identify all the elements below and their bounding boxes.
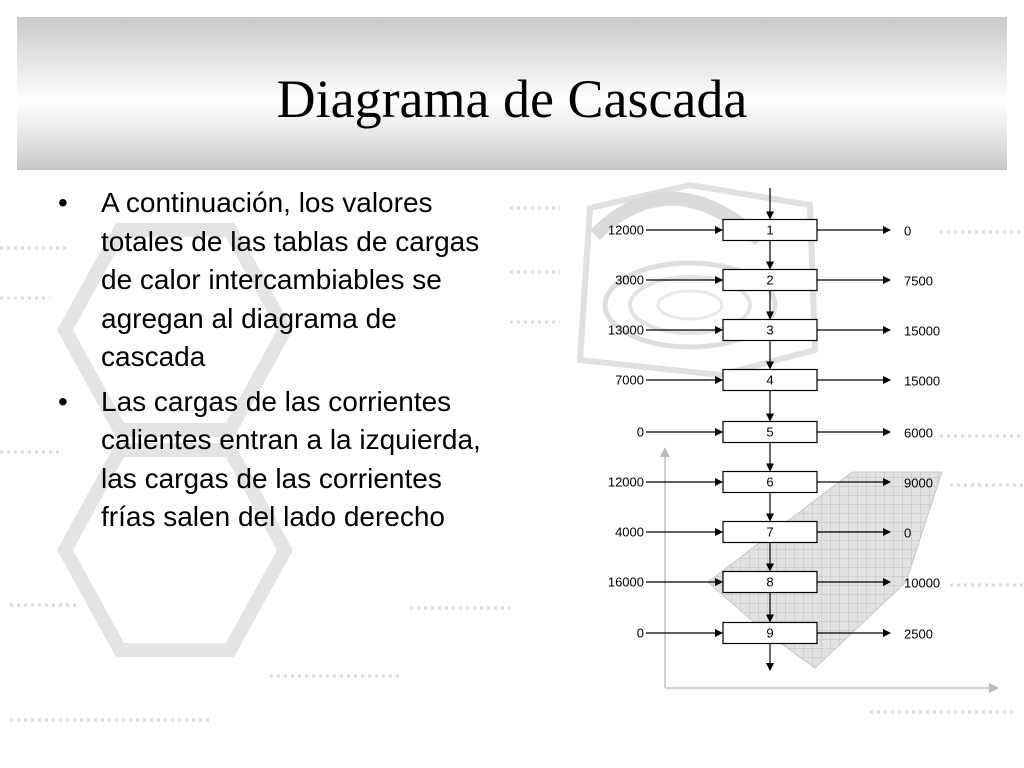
cold-load-value: 2500 (904, 626, 933, 642)
bullet-icon: • (58, 385, 68, 417)
hot-load-value: 0 (636, 625, 644, 641)
hot-load-value: 7000 (615, 372, 644, 388)
hot-load-value: 0 (636, 424, 644, 440)
interval-label: 3 (766, 322, 774, 338)
bullet-icon: • (58, 187, 68, 218)
hot-load-value: 12000 (607, 474, 644, 490)
interval-label: 4 (766, 372, 774, 388)
interval-label: 8 (766, 574, 774, 590)
cold-load-value: 6000 (904, 425, 933, 441)
hot-load-value: 3000 (615, 272, 644, 288)
cold-load-value: 9000 (904, 475, 933, 491)
bullet-item (56, 383, 496, 537)
hot-load-value: 4000 (615, 524, 644, 540)
cold-load-value: 0 (904, 525, 912, 541)
title-band (17, 17, 1007, 170)
bullet-list (56, 184, 496, 543)
interval-label: 5 (766, 424, 774, 440)
bullet-text: Las cargas de las corrientes calientes entran a la izquierda, las cargas de las corrientes frías salen del lado derecho (101, 385, 481, 532)
interval-label: 1 (766, 222, 774, 238)
interval-label: 6 (766, 474, 774, 490)
cascade-diagram (560, 180, 1024, 710)
cold-load-value: 15000 (904, 373, 941, 389)
bullet-text: A continuación, los valores totales de las tablas de cargas de calor intercambiables se agregan al diagrama de cascada (101, 187, 480, 372)
slide-title: Diagrama de Cascada (276, 69, 748, 129)
cold-load-value: 15000 (904, 323, 941, 339)
interval-label: 7 (766, 524, 774, 540)
cold-load-value: 7500 (904, 273, 933, 289)
cold-load-value: 0 (904, 223, 912, 239)
hot-load-value: 13000 (607, 322, 644, 338)
hot-load-value: 12000 (607, 222, 644, 238)
bullet-item (56, 184, 496, 377)
interval-label: 2 (766, 272, 774, 288)
interval-label: 9 (766, 625, 774, 641)
cold-load-value: 10000 (904, 575, 941, 591)
hot-load-value: 16000 (607, 574, 644, 590)
faded-graph (665, 448, 998, 688)
